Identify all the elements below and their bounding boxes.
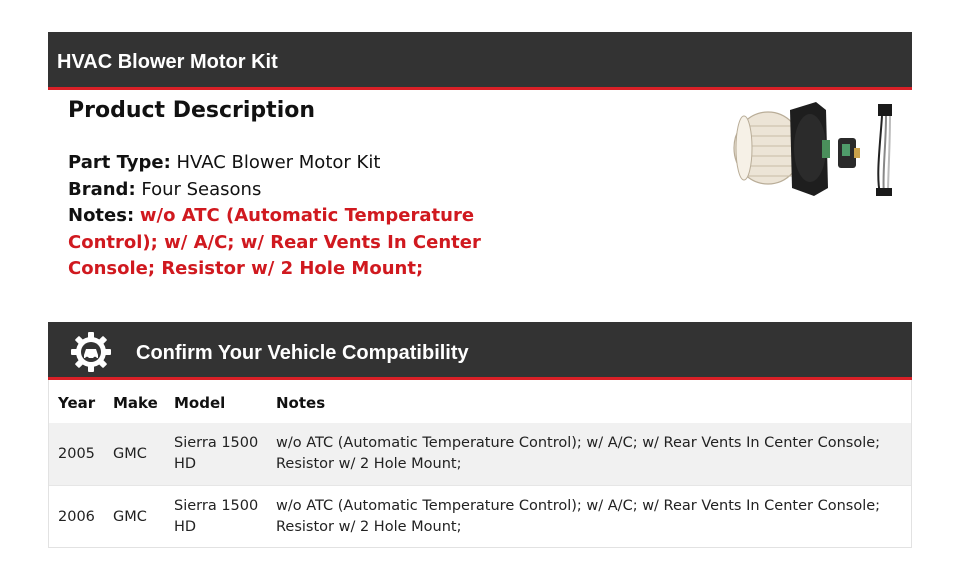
gear-car-icon bbox=[70, 331, 112, 373]
column-header-make: Make bbox=[113, 394, 158, 412]
column-header-model: Model bbox=[174, 394, 226, 412]
brand-row bbox=[68, 177, 488, 204]
part-type-row bbox=[68, 150, 488, 177]
cell-year: 2005 bbox=[58, 446, 95, 462]
column-header-year: Year bbox=[58, 394, 96, 412]
cell-model: Sierra 1500 HD bbox=[174, 498, 259, 535]
cell-year: 2006 bbox=[58, 509, 95, 525]
compatibility-banner bbox=[48, 322, 912, 380]
part-type-value: HVAC Blower Motor Kit bbox=[176, 152, 381, 173]
cell-make: GMC bbox=[113, 509, 147, 525]
compatibility-title: Confirm Your Vehicle Compatibility bbox=[136, 342, 469, 364]
product-description bbox=[68, 96, 488, 283]
table-header-row bbox=[49, 380, 911, 423]
notes-value: w/o ATC (Automatic Temperature Control); w/ A/C; w/ Rear Vents In Center Console; Resistor w/ 2 Hole Mount; bbox=[68, 205, 481, 279]
header-banner bbox=[48, 32, 912, 90]
cell-make: GMC bbox=[113, 446, 147, 462]
notes-label: Notes: bbox=[68, 205, 135, 226]
notes-row bbox=[68, 203, 488, 283]
table-row bbox=[49, 485, 911, 547]
table-row bbox=[49, 423, 911, 485]
cell-notes: w/o ATC (Automatic Temperature Control); w/ A/C; w/ Rear Vents In Center Console; Resistor w/ 2 Hole Mount; bbox=[276, 498, 881, 535]
page-title: HVAC Blower Motor Kit bbox=[57, 51, 278, 73]
cell-notes: w/o ATC (Automatic Temperature Control); w/ A/C; w/ Rear Vents In Center Console; Resistor w/ 2 Hole Mount; bbox=[276, 435, 881, 472]
brand-label: Brand: bbox=[68, 178, 136, 200]
part-type-label: Part Type: bbox=[68, 152, 171, 173]
column-header-notes: Notes bbox=[276, 394, 326, 412]
description-heading: Product Description bbox=[68, 98, 316, 123]
cell-model: Sierra 1500 HD bbox=[174, 435, 259, 472]
brand-value: Four Seasons bbox=[141, 178, 262, 200]
compatibility-table bbox=[48, 380, 912, 548]
product-image bbox=[730, 96, 898, 200]
